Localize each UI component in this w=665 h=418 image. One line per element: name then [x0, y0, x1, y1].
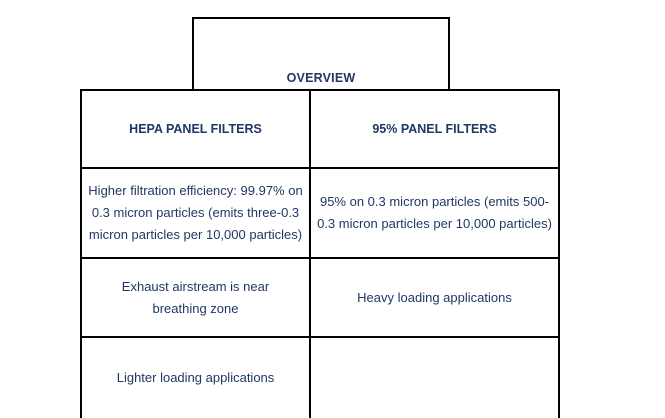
table-cell-r3-95 — [311, 338, 558, 418]
table-title: OVERVIEW — [286, 71, 356, 85]
table-cell-r1-hepa — [82, 169, 309, 257]
table-cell-r3-hepa — [82, 338, 309, 418]
overview-header-box — [192, 17, 450, 90]
table-cell-r2-hepa-text: Exhaust airstream is near breathing zone — [121, 278, 270, 316]
table-cell-r1-95 — [311, 169, 558, 257]
table-right-border — [558, 89, 560, 418]
table-cell-r2-95 — [311, 259, 558, 336]
table-cell-r2-95-text: Heavy loading applications — [357, 289, 512, 305]
column-header-95-label: 95% PANEL FILTERS — [372, 122, 497, 136]
table-cell-r3-hepa-text: Lighter loading applications — [116, 370, 275, 385]
column-header-hepa-label: HEPA PANEL FILTERS — [129, 122, 262, 136]
table-cell-r2-hepa — [82, 259, 309, 336]
table-cell-r1-hepa-text: Higher filtration efficiency: 99.97% on 0.3 micron particles (emits three-0.3 micron particles per 10,000 particles) — [88, 183, 303, 242]
table-cell-r1-95-text: 95% on 0.3 micron particles (emits 500-0.3 micron particles per 10,000 particles) — [317, 194, 552, 231]
column-header-95 — [311, 91, 558, 167]
column-header-hepa — [82, 91, 309, 167]
